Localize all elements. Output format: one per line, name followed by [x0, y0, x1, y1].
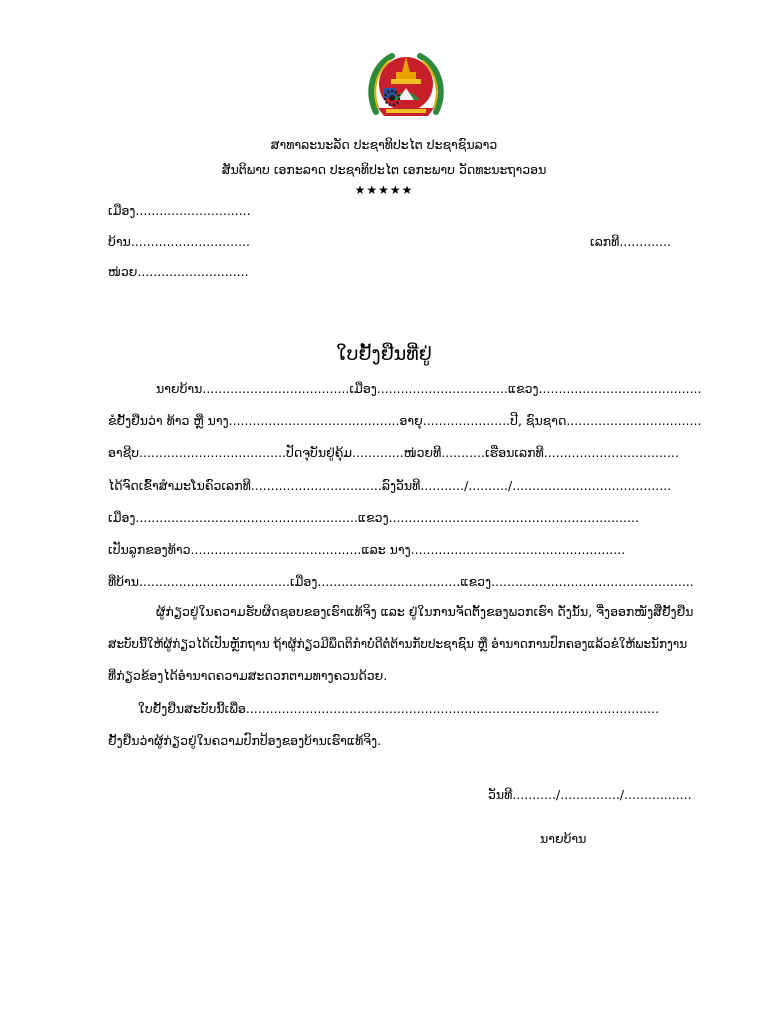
national-motto: ສັນຕິພາບ ເອກະລາດ ປະຊາທິປະໄຕ ເອກະພາບ ວັດທະນະຖາວອນ	[221, 162, 547, 177]
form-line-origin: ທີ່ບ້ານ......................................ເມືອງ....................................ແຂວງ...................................................	[108, 574, 694, 589]
country-name: ສາທາລະນະລັດ ປະຊາທິປະໄຕ ປະຊາຊົນລາວ	[270, 137, 498, 152]
form-line-district-province: ເມືອງ........................................................ແຂວງ...............................................................	[108, 510, 639, 525]
form-line-person: ຂໍຢັ້ງຢືນວ່າ ທ້າວ ຫຼື ນາງ...........................................ອາຍຸ......................ປີ, ຊົນຊາດ..................................	[108, 413, 702, 428]
village-field: ບ້ານ..............................	[108, 234, 250, 249]
form-line-occupation: ອາຊີບ.....................................ປັດຈຸບັນຢູ່ຄຸ້ມ.............ໜ່ວຍທີ...........ເຮືອນເລກທີ..................................	[108, 445, 679, 460]
document-title: ໃບຢັ້ງຢືນທີ່ຢູ່	[336, 343, 432, 365]
purpose-line: ໃບຢັ້ງຢືນສະບັບນີ້ເພື່ອ........................................................................................................	[138, 701, 660, 716]
paragraph-line-2: ສະບັບນີ້ໃຫ້ຜູ້ກ່ຽວໄດ້ເປັນຫຼັກຖານ ຖ້າຜູ້ກ່ຽວມີພຶດຕິກຳບໍ່ດີຕໍ່ຕ້ານກັບປະຊາຊົນ ຫຼື ອຳນາດການປົກຄອງແລ້ວຂໍໃຫ້ພະນັກງານ	[108, 637, 688, 651]
form-line-parents: ເປັນລູກຂອງທ້າວ...........................................ແລະ ນາງ......................................................	[108, 542, 626, 557]
national-emblem	[368, 50, 444, 120]
form-line-headman: ນາຍບ້ານ.....................................ເມືອງ.................................ແຂວງ.........................................	[156, 381, 702, 396]
paragraph-line-1: ຜູ້ກ່ຽວຢູ່ໃນຄວາມຮັບຜິດຊອບຂອງເຮົາແທ້ຈິງ ແລະ ຢູ່ໃນການຈັດຕັ້ງຂອງພວກເຮົາ ດັ່ງນັ້ນ, ຈື່ງອອກໜັງສືຢັ້ງຢືນ	[156, 604, 694, 619]
form-line-census: ໄດ້ຈົດເຂົ້າສຳມະໂນຄົວເລກທີ.................................ລົງວັນທີ.........../........../........................................	[108, 478, 672, 493]
date-field: ວັນທີ.........../.............../.................	[488, 787, 692, 802]
certify-line: ຢັ້ງຢືນວ່າຜູ້ກ່ຽວຢູ່ໃນຄວາມປົກປ້ອງຂອງບ້ານເຮົາແທ້ຈິງ.	[108, 733, 382, 748]
unit-field: ໜ່ວຍ............................	[108, 264, 249, 279]
header-stars: ★★★★★	[354, 183, 414, 197]
paragraph-line-3: ທີ່ກ່ຽວຂ້ອງໄດ້ອຳນາດຄວາມສະດວກຕາມທາງຄວນດ້ວຍ.	[108, 668, 388, 683]
district-field: ເມືອງ.............................	[108, 203, 251, 218]
signer-label: ນາຍບ້ານ	[540, 831, 587, 846]
document-number-field: ເລກທີ.............	[590, 234, 672, 249]
